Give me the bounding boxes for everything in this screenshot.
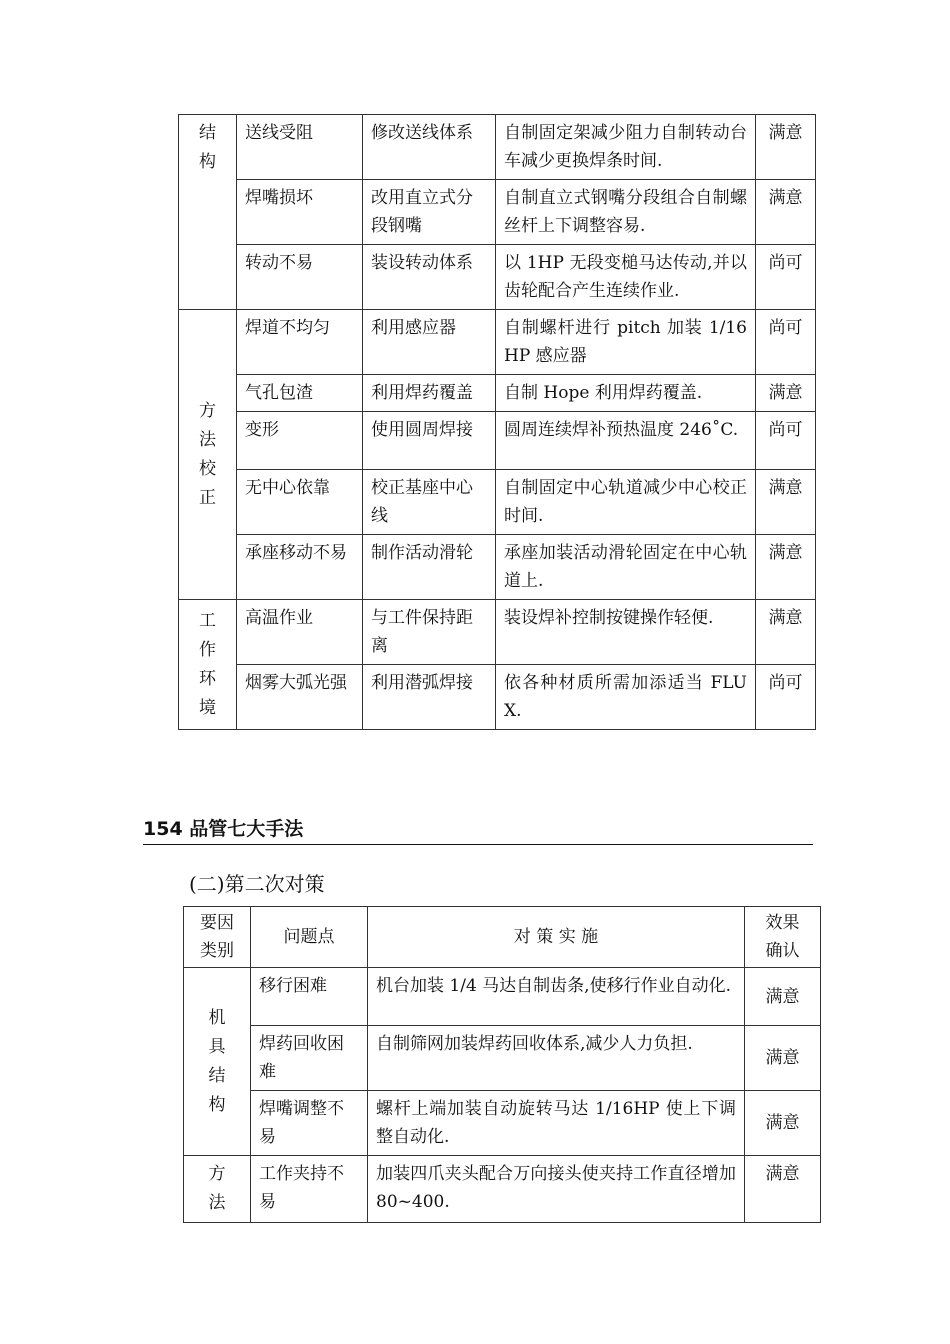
result-cell: 满意	[745, 1156, 821, 1223]
result-cell: 尚可	[756, 665, 816, 730]
result-cell: 尚可	[756, 412, 816, 470]
category-cell	[179, 310, 237, 600]
header-problem: 问题点	[251, 907, 368, 968]
table-row	[179, 412, 816, 470]
category-cell	[179, 600, 237, 730]
countermeasure-cell: 与工件保持距离	[363, 600, 496, 665]
category-char: 作	[199, 639, 216, 660]
table-row	[179, 180, 816, 245]
category-char: 校	[199, 458, 216, 479]
header-category: 要因类别	[184, 907, 251, 968]
implementation-cell: 自制螺杆进行 pitch 加装 1/16HP 感应器	[496, 310, 756, 375]
problem-cell: 无中心依靠	[237, 470, 363, 535]
table-row	[179, 665, 816, 730]
category-char: 机	[208, 1007, 226, 1028]
table-row	[179, 470, 816, 535]
problem-cell: 送线受阻	[237, 115, 363, 180]
countermeasure-cell: 利用焊药覆盖	[363, 375, 496, 412]
category-cell	[179, 115, 237, 310]
implementation-cell: 螺杆上端加装自动旋转马达 1/16HP 使上下调整自动化.	[368, 1091, 745, 1156]
category-char: 方	[208, 1164, 226, 1184]
category-char: 构	[208, 1094, 226, 1115]
table-row	[184, 1091, 821, 1156]
table-row	[179, 535, 816, 600]
category-char: 方	[199, 400, 216, 421]
table-row	[179, 115, 816, 180]
problem-cell: 气孔包渣	[237, 375, 363, 412]
result-cell: 尚可	[756, 245, 816, 310]
countermeasure-cell: 使用圆周焊接	[363, 412, 496, 470]
result-cell: 满意	[745, 1026, 821, 1091]
implementation-cell: 加装四爪夹头配合万向接头使夹持工作直径增加 80~400.	[368, 1156, 745, 1223]
problem-cell: 焊道不均匀	[237, 310, 363, 375]
implementation-cell: 圆周连续焊补预热温度 246˚C.	[496, 412, 756, 470]
countermeasure-table-1	[178, 114, 816, 730]
result-cell: 满意	[756, 115, 816, 180]
implementation-cell: 自制 Hope 利用焊药覆盖.	[496, 375, 756, 412]
countermeasure-cell: 校正基座中心线	[363, 470, 496, 535]
countermeasure-cell: 利用感应器	[363, 310, 496, 375]
table-row	[184, 1026, 821, 1091]
problem-cell: 变形	[237, 412, 363, 470]
countermeasure-cell: 修改送线体系	[363, 115, 496, 180]
category-cell	[184, 1156, 251, 1223]
result-cell: 满意	[745, 968, 821, 1026]
category-char: 法	[208, 1193, 226, 1213]
problem-cell: 移行困难	[251, 968, 368, 1026]
table-row	[179, 375, 816, 412]
category-char: 结	[208, 1065, 226, 1086]
implementation-cell: 以 1HP 无段变槌马达传动,并以齿轮配合产生连续作业.	[496, 245, 756, 310]
countermeasure-cell: 利用潜弧焊接	[363, 665, 496, 730]
problem-cell: 承座移动不易	[237, 535, 363, 600]
result-cell: 满意	[756, 375, 816, 412]
problem-cell: 烟雾大弧光强	[237, 665, 363, 730]
problem-cell: 转动不易	[237, 245, 363, 310]
countermeasure-table-2	[183, 906, 821, 1223]
category-char: 构	[199, 152, 216, 172]
table-header-row	[184, 907, 821, 968]
table-row	[179, 600, 816, 665]
category-char: 境	[199, 697, 216, 718]
category-char: 工	[199, 610, 216, 631]
countermeasure-cell: 制作活动滑轮	[363, 535, 496, 600]
implementation-cell: 自制固定架减少阻力自制转动台车减少更换焊条时间.	[496, 115, 756, 180]
implementation-cell: 机台加装 1/4 马达自制齿条,使移行作业自动化.	[368, 968, 745, 1026]
implementation-cell: 自制直立式钢嘴分段组合自制螺丝杆上下调整容易.	[496, 180, 756, 245]
category-char: 正	[199, 487, 216, 508]
header-implementation: 对 策 实 施	[368, 907, 745, 968]
countermeasure-cell: 装设转动体系	[363, 245, 496, 310]
problem-cell: 工作夹持不易	[251, 1156, 368, 1223]
table-row	[179, 310, 816, 375]
result-cell: 满意	[756, 600, 816, 665]
result-cell: 满意	[756, 470, 816, 535]
result-cell: 满意	[756, 180, 816, 245]
implementation-cell: 承座加装活动滑轮固定在中心轨道上.	[496, 535, 756, 600]
category-char: 结	[199, 123, 216, 143]
category-char: 环	[199, 668, 216, 689]
countermeasure-cell: 改用直立式分段钢嘴	[363, 180, 496, 245]
problem-cell: 焊嘴损坏	[237, 180, 363, 245]
category-char: 法	[199, 429, 216, 450]
problem-cell: 焊嘴调整不易	[251, 1091, 368, 1156]
implementation-cell: 依各种材质所需加添适当 FLUX.	[496, 665, 756, 730]
page-header: 154 品管七大手法	[143, 814, 813, 845]
category-char: 具	[208, 1036, 226, 1057]
problem-cell: 焊药回收困难	[251, 1026, 368, 1091]
table-row	[184, 1156, 821, 1223]
table-row	[184, 968, 821, 1026]
problem-cell: 高温作业	[237, 600, 363, 665]
implementation-cell: 自制固定中心轨道减少中心校正时间.	[496, 470, 756, 535]
table-row	[179, 245, 816, 310]
result-cell: 满意	[756, 535, 816, 600]
implementation-cell: 装设焊补控制按键操作轻便.	[496, 600, 756, 665]
section-title: (二)第二次对策	[189, 872, 325, 896]
header-result: 效果确认	[745, 907, 821, 968]
category-cell	[184, 968, 251, 1156]
implementation-cell: 自制筛网加装焊药回收体系,减少人力负担.	[368, 1026, 745, 1091]
result-cell: 尚可	[756, 310, 816, 375]
result-cell: 满意	[745, 1091, 821, 1156]
